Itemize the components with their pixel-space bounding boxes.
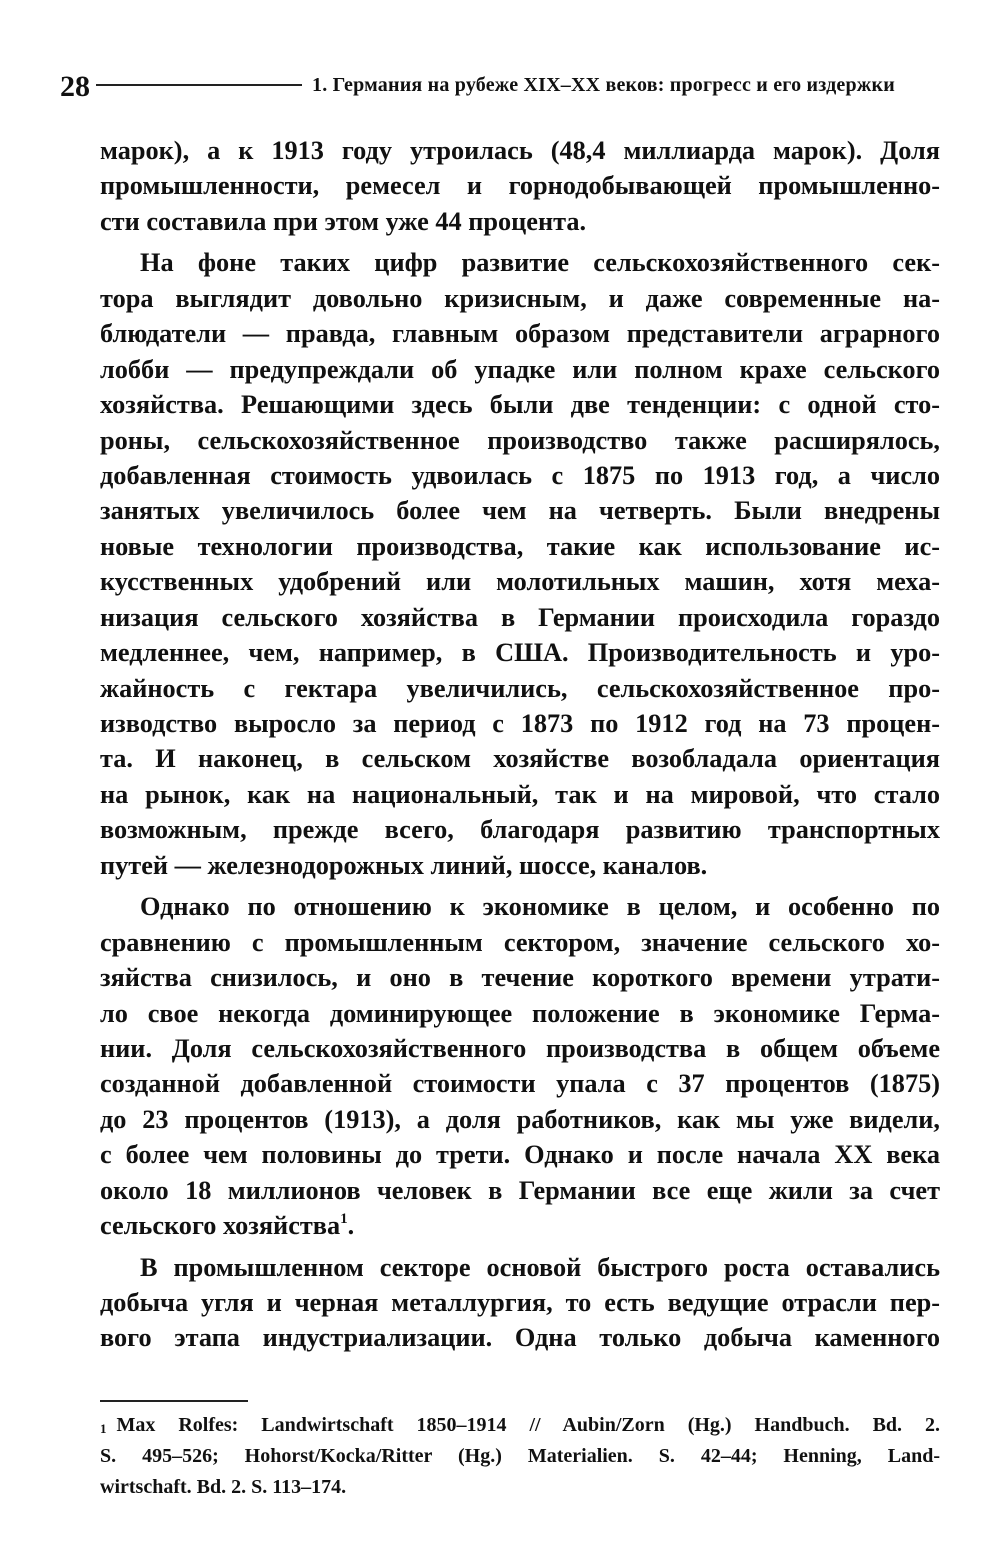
footnote-line: S. 495–526; Hohorst/Kocka/Ritter (Hg.) Materialien. S. 42–44; Henning, Land- — [100, 1445, 940, 1467]
text-line: вого этапа индустриализации. Одна только добыча каменного — [100, 1323, 940, 1353]
text-line: марок), а к 1913 году утроилась (48,4 миллиарда марок). Доля — [100, 136, 940, 165]
text-line: занятых увеличилось более чем на четверть. Были внедрены — [100, 496, 940, 526]
paragraph — [100, 1250, 940, 1356]
text-line: добыча угля и черная металлургия, то есть ведущие отрасли пер- — [100, 1288, 940, 1317]
text-line: новые технологии производства, такие как использование ис- — [100, 531, 940, 561]
text-line: с более чем половины до трети. Однако и после начала XX века — [100, 1140, 940, 1170]
footnote-mark: 1 — [100, 1421, 107, 1436]
text-line: добавленная стоимость удвоилась с 1875 по 1913 год, а число — [100, 460, 940, 490]
text-line: изводство выросло за период с 1873 по 1912 год на 73 процен- — [100, 709, 940, 738]
text-line: В промышленном секторе основой быстрого роста оставались — [140, 1252, 940, 1282]
text-line: роны, сельскохозяйственное производство также расширялось, — [100, 425, 940, 455]
footnote-separator — [100, 1400, 248, 1402]
text-line: низация сельского хозяйства в Германии происходила гораздо — [100, 602, 940, 632]
text-fragment: сельского хозяйства — [100, 1211, 341, 1241]
text-fragment: . — [347, 1211, 355, 1241]
text-line-with-footnote — [100, 1208, 940, 1243]
text-line: та. И наконец, в сельском хозяйстве возобладала ориентация — [100, 744, 940, 774]
text-line: на рынок, как на национальный, так и на мировой, что стало — [100, 779, 940, 809]
page-number: 28 — [60, 70, 90, 103]
chapter-title: 1. Германия на рубеже XIX–XX веков: прогресс и его издержки — [312, 74, 895, 96]
text-line: сравнению с промышленным сектором, значение сельского хо- — [100, 927, 940, 957]
header-rule — [96, 84, 302, 86]
text-line: путей — железнодорожных линий, шоссе, каналов. — [100, 850, 708, 880]
text-line: зяйства снизилось, и оно в течение короткого времени утрати- — [100, 963, 940, 993]
text-line: промышленности, ремесел и горнодобывающей промышленно- — [100, 171, 940, 201]
paragraph — [100, 245, 940, 883]
text-line: возможным, прежде всего, благодаря развитию транспортных — [100, 815, 940, 845]
paragraph — [100, 889, 940, 1243]
text-line: около 18 миллионов человек в Германии все еще жили за счет — [100, 1175, 940, 1205]
text-line: блюдатели — правда, главным образом представители аграрного — [100, 319, 940, 349]
footnote — [100, 1410, 940, 1503]
text-line: до 23 процентов (1913), а доля работников, как мы уже видели, — [100, 1104, 940, 1134]
text-line: нии. Доля сельскохозяйственного производства в общем объеме — [100, 1033, 940, 1063]
text-line: лобби — предупреждали об упадке или полном крахе сельского — [100, 354, 940, 384]
text-line: Однако по отношению к экономике в целом, и особенно по — [140, 892, 940, 922]
text-line: жайность с гектара увеличились, сельскохозяйственное про- — [100, 673, 940, 703]
text-line: кусственных удобрений или молотильных машин, хотя меха- — [100, 567, 940, 597]
paragraph — [100, 133, 940, 239]
footnote-line — [100, 1410, 940, 1441]
footnote-line: wirtschaft. Bd. 2. S. 113–174. — [100, 1476, 347, 1498]
text-line: тора выглядит довольно кризисным, и даже современные на- — [100, 283, 940, 313]
body-text — [100, 133, 940, 1362]
footnote-reference[interactable]: 1 — [340, 1211, 348, 1228]
text-line: На фоне таких цифр развитие сельскохозяйственного сек- — [140, 248, 940, 278]
text-line: медленнее, чем, например, в США. Производительность и уро- — [100, 638, 940, 668]
text-line: созданной добавленной стоимости упала с 37 процентов (1875) — [100, 1069, 940, 1099]
text-line: ло свое некогда доминирующее положение в экономике Герма- — [100, 998, 940, 1028]
text-line: сти составила при этом уже 44 процента. — [100, 206, 587, 236]
running-head — [60, 58, 940, 103]
footnote-text: Max Rolfes: Landwirtschaft 1850–1914 // Aubin/Zorn (Hg.) Handbuch. Bd. 2. — [116, 1414, 940, 1436]
text-line: хозяйства. Решающими здесь были две тенденции: с одной сто- — [100, 390, 940, 420]
